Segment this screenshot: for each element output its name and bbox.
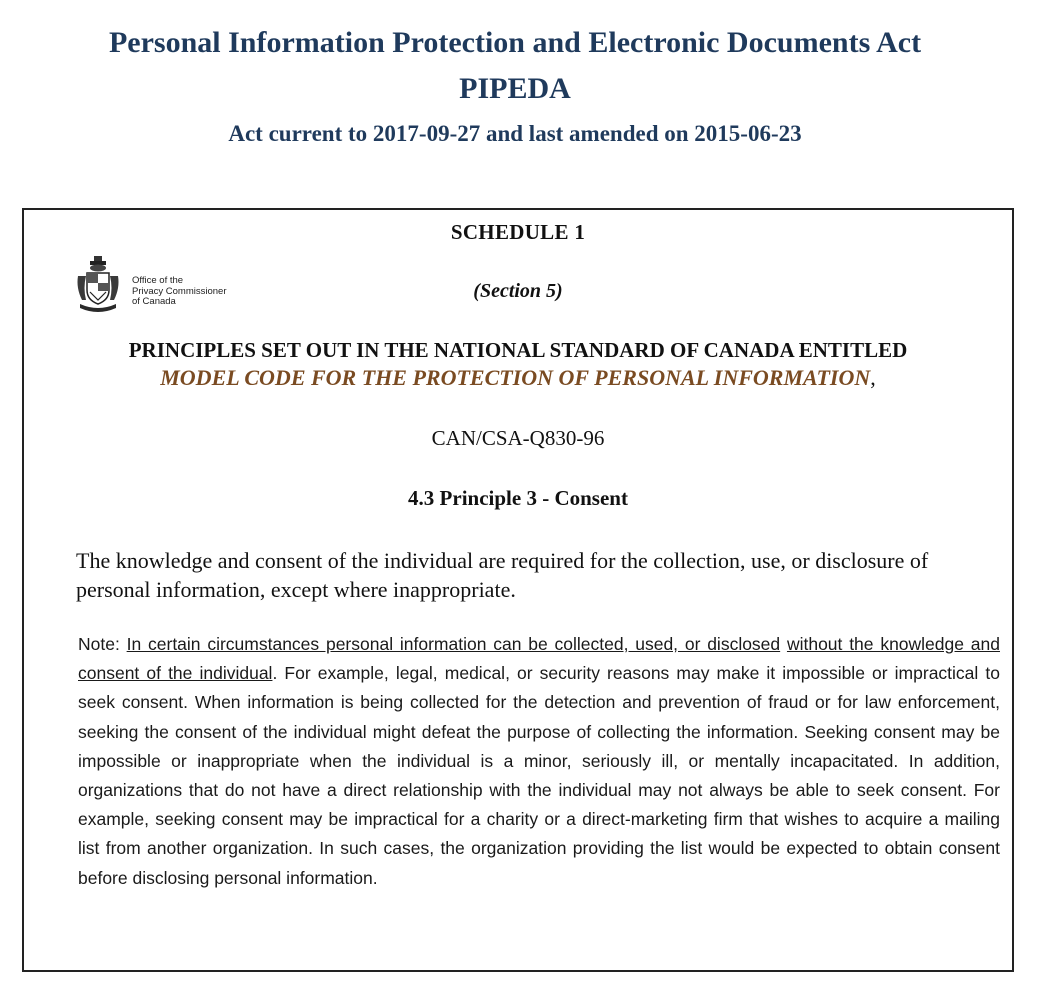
act-currency-note: Act current to 2017-09-27 and last amended on 2015-06-23 <box>228 121 802 146</box>
act-title: Personal Information Protection and Electronic Documents Act <box>108 26 922 59</box>
principle-title: 4.3 Principle 3 - Consent <box>408 486 628 510</box>
principles-heading: PRINCIPLES SET OUT IN THE NATIONAL STANDARD OF CANADA ENTITLED <box>128 338 908 362</box>
principle-statement: The knowledge and consent of the individual are required for the collection, use, or disclosure of personal information, except where inappropriate. <box>76 548 929 602</box>
note-label: Note: <box>78 634 127 654</box>
section-reference: (Section 5) <box>473 280 563 302</box>
model-code-text: MODEL CODE FOR THE PROTECTION OF PERSONAL INFORMATION <box>160 365 871 390</box>
logo-line: Privacy Commissioner <box>132 285 227 297</box>
note-underlined-phrase: without the knowledge and consent of the individual <box>78 634 1000 684</box>
standard-code: CAN/CSA-Q830-96 <box>431 426 605 450</box>
schedule-document <box>22 208 1014 972</box>
logo-line: of Canada <box>132 296 176 307</box>
logo-line: Office of the <box>132 275 184 286</box>
act-acronym: PIPEDA <box>459 72 571 105</box>
schedule-heading: SCHEDULE 1 <box>450 220 586 244</box>
model-code-title <box>24 365 1012 391</box>
model-code-comma: , <box>870 365 876 390</box>
note-space <box>780 634 787 654</box>
note-underlined-phrase: In certain circumstances personal information can be collected, used, or disclosed <box>126 634 781 654</box>
note-body: . For example, legal, medical, or security reasons may make it impossible or impractical to seek consent. When information is being collected for the detection and prevention of fraud or for law enforcement, seeking the consent of the individual might defeat the purpose of collecting the information. Seeking consent may be impossible or inappropriate when the individual is a minor, seriously ill, or mentally incapacitated. In addition, organizations that do not have a direct relationship with the individual may not always be able to seek consent. For example, seeking consent may be impractical for a charity or a direct-marketing firm that wishes to acquire a mailing list from another organization. In such cases, the organization providing the list would be expected to obtain consent before disclosing personal information. <box>78 663 1000 888</box>
principle-note <box>78 630 1000 893</box>
